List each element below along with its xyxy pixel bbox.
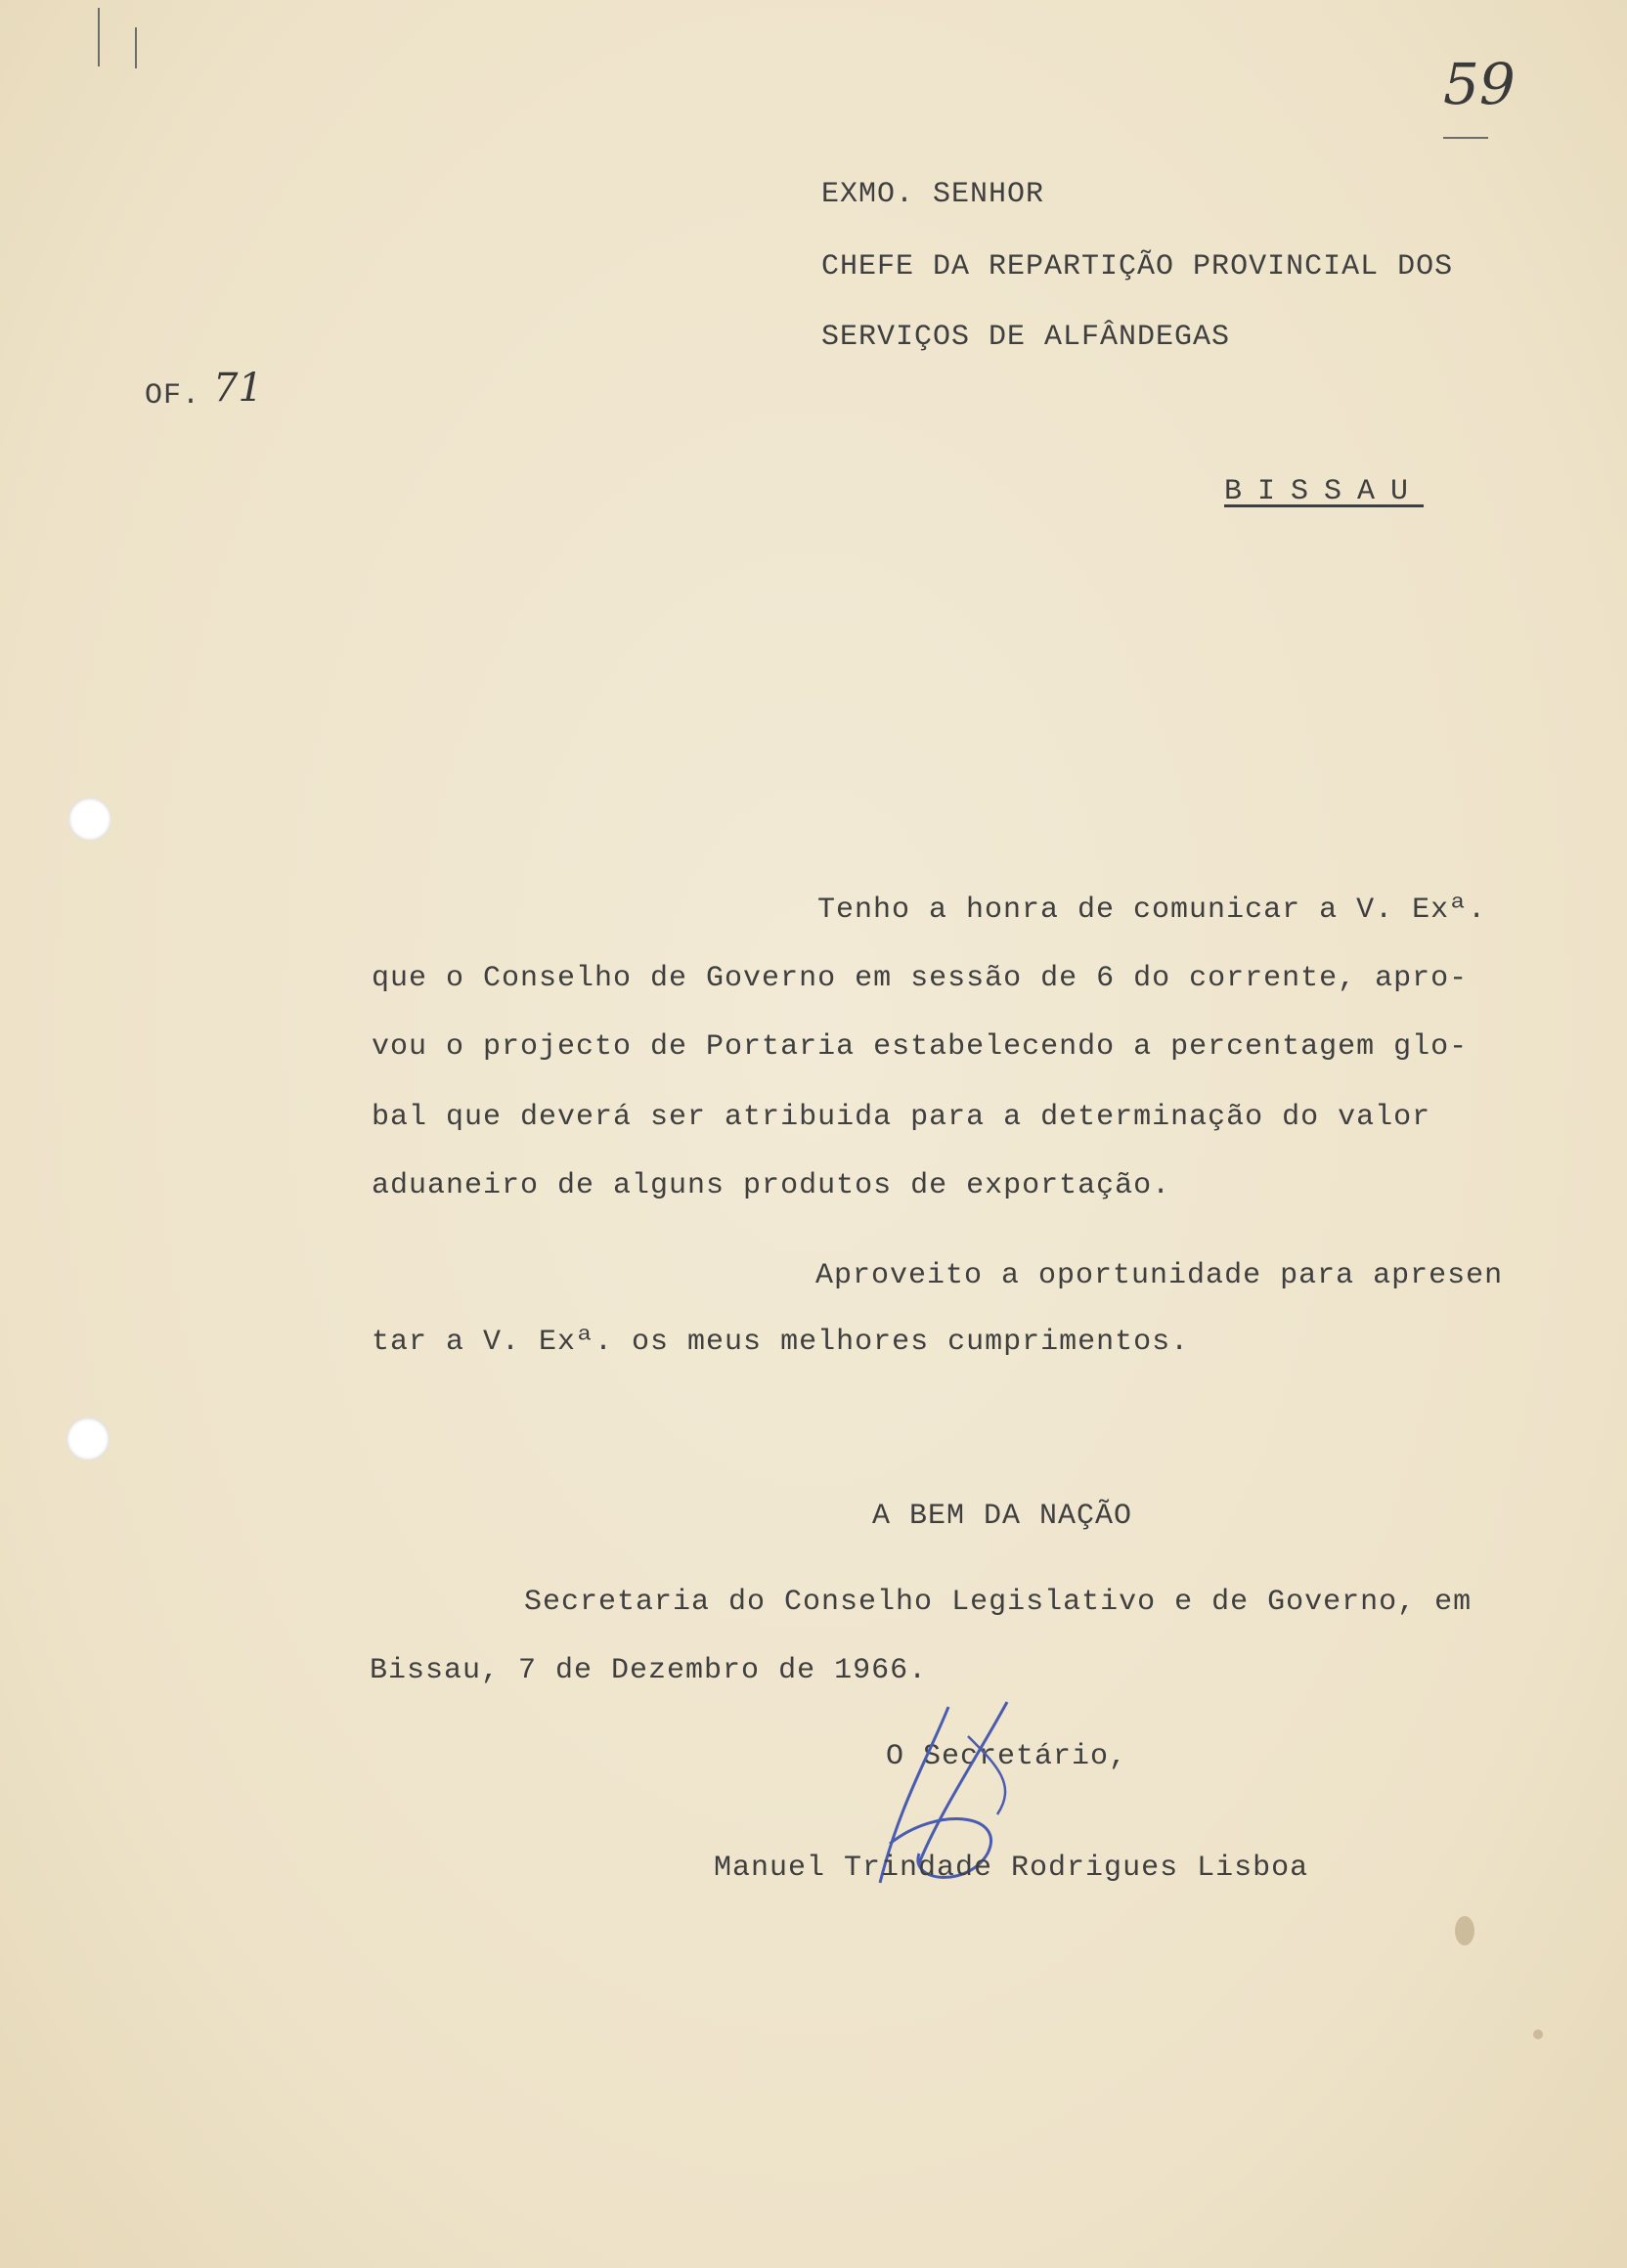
addressee-line-2: CHEFE DA REPARTIÇÃO PROVINCIAL DOS: [821, 250, 1454, 284]
page-number: 59: [1443, 51, 1516, 117]
body-line: bal que deverá ser atribuida para a determinação do valor: [372, 1101, 1431, 1134]
reference-label: OF.: [145, 379, 201, 413]
addressee-line-3: SERVIÇOS DE ALFÂNDEGAS: [821, 321, 1231, 354]
body-line: que o Conselho de Governo em sessão de 6 do corrente, apro-: [372, 962, 1469, 995]
page-number-underline: [1443, 137, 1488, 139]
margin-mark: [98, 8, 100, 66]
signatory-title: O Secretário,: [886, 1740, 1128, 1773]
body-line: Tenho a honra de comunicar a V. Exª.: [817, 894, 1487, 927]
punch-hole-bottom: [66, 1418, 110, 1461]
body-line: tar a V. Exª. os meus melhores cumprimentos.: [372, 1326, 1190, 1359]
paper-stain: [1533, 2029, 1543, 2039]
body-line: Aproveito a oportunidade para apresen: [815, 1259, 1504, 1292]
addressee-line-1: EXMO. SENHOR: [821, 178, 1045, 211]
body-line: aduaneiro de alguns produtos de exportação.: [372, 1169, 1171, 1202]
motto: A BEM DA NAÇÃO: [872, 1500, 1133, 1533]
signatory-name: Manuel Trindade Rodrigues Lisboa: [714, 1852, 1309, 1885]
addressee-city: BISSAU: [1224, 475, 1425, 508]
margin-mark: [135, 27, 137, 68]
paper-stain: [1455, 1916, 1474, 1945]
closing-line: Bissau, 7 de Dezembro de 1966.: [370, 1654, 928, 1687]
closing-line: Secretaria do Conselho Legislativo e de Governo, em: [524, 1586, 1473, 1619]
body-line: vou o projecto de Portaria estabelecendo a percentagem glo-: [372, 1030, 1469, 1064]
punch-hole-top: [68, 798, 111, 841]
reference-number: 71: [213, 366, 263, 411]
